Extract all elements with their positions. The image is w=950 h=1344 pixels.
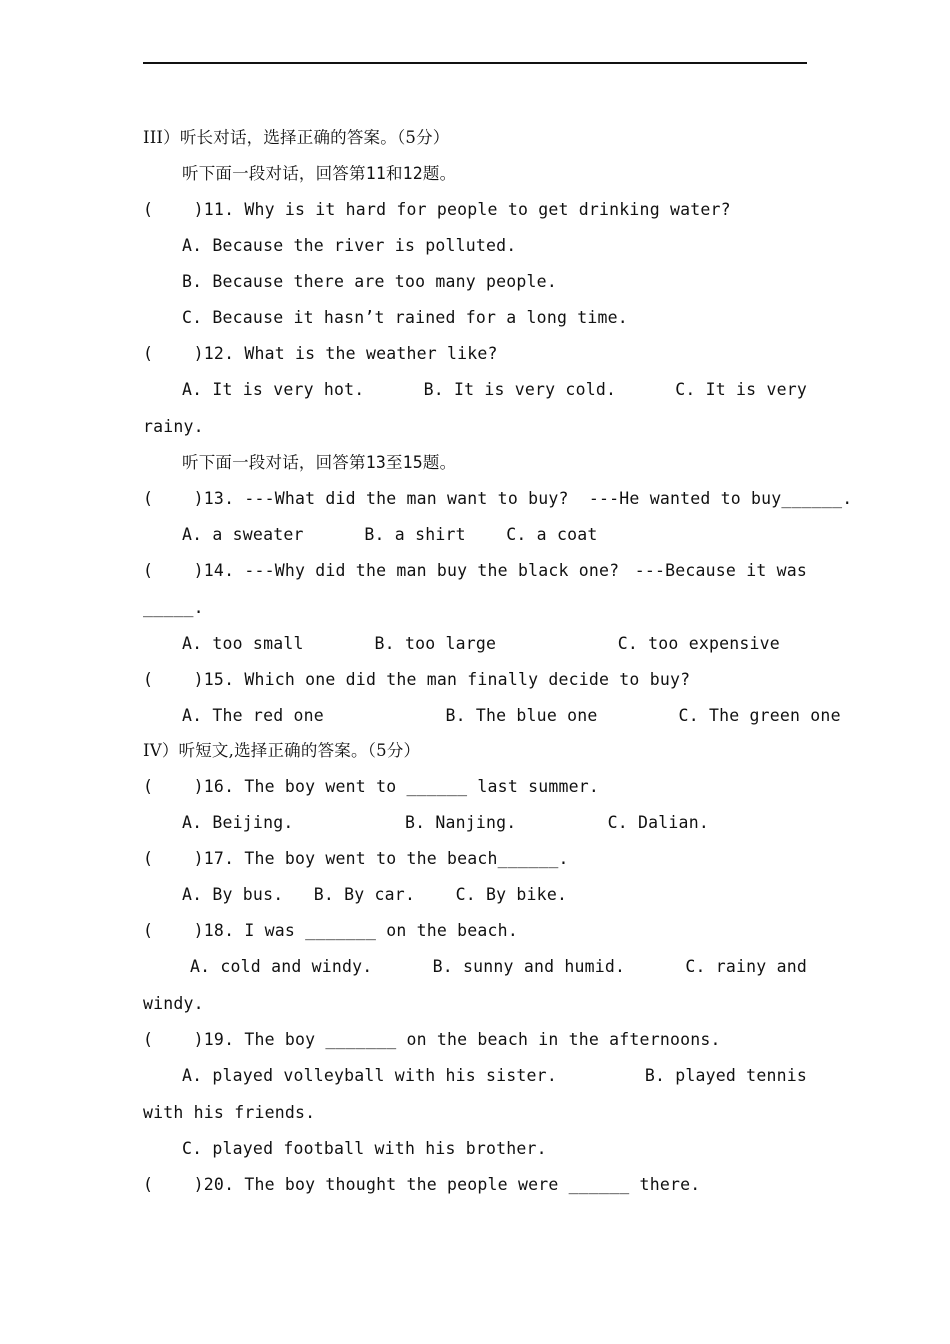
q12-option-c: C. It is very <box>675 380 807 399</box>
q19-option-b-cont: with his friends. <box>143 1103 316 1122</box>
question-11: ( )11. Why is it hard for people to get drinking water? <box>143 200 731 219</box>
question-17: ( )17. The boy went to the beach______. <box>143 849 569 868</box>
q19-options <box>182 1066 807 1086</box>
question-12: ( )12. What is the weather like? <box>143 344 498 363</box>
question-15: ( )15. Which one did the man finally decide to buy? <box>143 670 691 689</box>
question-14 <box>143 561 807 581</box>
q18-option-b: B. sunny and humid. <box>432 957 626 976</box>
q11-option-a: A. Because the river is polluted. <box>182 236 517 255</box>
q11-option-b: B. Because there are too many people. <box>182 272 557 291</box>
q19-option-c: C. played football with his brother. <box>182 1139 547 1158</box>
question-18: ( )18. I was _______ on the beach. <box>143 921 518 940</box>
q13-options: A. a sweater B. a shirt C. a coat <box>182 525 598 544</box>
question-20: ( )20. The boy thought the people were ______ there. <box>143 1175 701 1194</box>
q11-option-c: C. Because it hasn’t rained for a long time. <box>182 308 628 327</box>
q19-option-a: A. played volleyball with his sister. <box>182 1066 557 1085</box>
q18-options <box>190 957 807 977</box>
section-4-title: IV）听短文,选择正确的答案。（5分） <box>143 741 421 760</box>
q12-option-a: A. It is very hot. <box>182 380 365 399</box>
q18-option-c: C. rainy and <box>685 957 807 976</box>
instruction-q11-12: 听下面一段对话，回答第11和12题。 <box>182 164 457 183</box>
q18-option-c-cont: windy. <box>143 994 204 1013</box>
q14-options: A. too small B. too large C. too expensive <box>182 634 780 653</box>
q16-options: A. Beijing. B. Nanjing. C. Dalian. <box>182 813 709 832</box>
q15-options: A. The red one B. The blue one C. The green one <box>182 706 841 725</box>
section-3-title: III）听长对话，选择正确的答案。（5分） <box>143 128 450 147</box>
question-14-part1: ( )14. ---Why did the man buy the black one? <box>143 561 620 580</box>
q18-option-a: A. cold and windy. <box>190 957 373 976</box>
q12-options <box>182 380 807 400</box>
question-16: ( )16. The boy went to ______ last summer. <box>143 777 600 796</box>
q17-options: A. By bus. B. By car. C. By bike. <box>182 885 568 904</box>
header-rule <box>143 62 807 64</box>
question-13: ( )13. ---What did the man want to buy? ---He wanted to buy______. <box>143 489 853 508</box>
question-19: ( )19. The boy _______ on the beach in the afternoons. <box>143 1030 721 1049</box>
question-14-part2: ---Because it was <box>634 561 807 580</box>
question-14-cont: _____. <box>143 598 204 617</box>
q12-option-b: B. It is very cold. <box>423 380 617 399</box>
q12-option-c-cont: rainy. <box>143 417 204 436</box>
q19-option-b: B. played tennis <box>644 1066 807 1085</box>
instruction-q13-15: 听下面一段对话，回答第13至15题。 <box>182 453 457 472</box>
